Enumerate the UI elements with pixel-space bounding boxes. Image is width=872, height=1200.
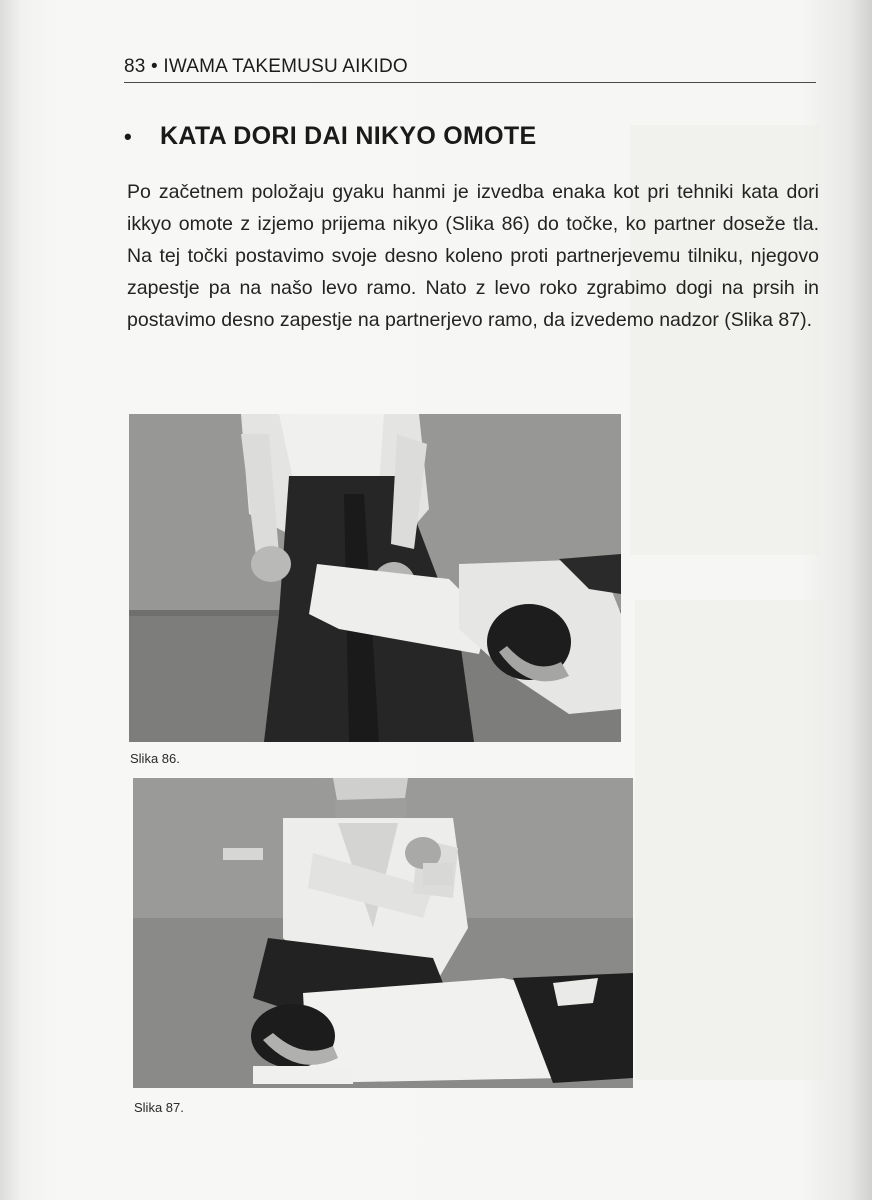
section-heading — [124, 122, 536, 151]
body-paragraph: Po začetnem položaju gyaku hanmi je izvedba enaka kot pri tehniki kata dori ikkyo omote z izjemo prijema nikyo (Slika 86) do točke, ko partner doseže tla. Na tej točki postavimo svoje desno koleno proti partnerjevemu tilniku, njegovo zapestje pa na našo levo ramo. Nato z levo roko zgrabimo dogi na prsih in postavimo desno zapestje na partnerjevo ramo, da izvedemo nadzor (Slika 87). — [127, 181, 819, 331]
show-through-shadow — [635, 600, 825, 1080]
figure-87-photo — [133, 778, 633, 1088]
figure-87-caption: Slika 87. — [134, 1100, 184, 1115]
running-header: 83 • IWAMA TAKEMUSU AIKIDO — [124, 56, 816, 83]
heading-bullet: • — [124, 124, 133, 149]
figure-86-photo — [129, 414, 621, 742]
figure-86-caption: Slika 86. — [130, 751, 180, 766]
heading-title: KATA DORI DAI NIKYO OMOTE — [160, 122, 537, 150]
